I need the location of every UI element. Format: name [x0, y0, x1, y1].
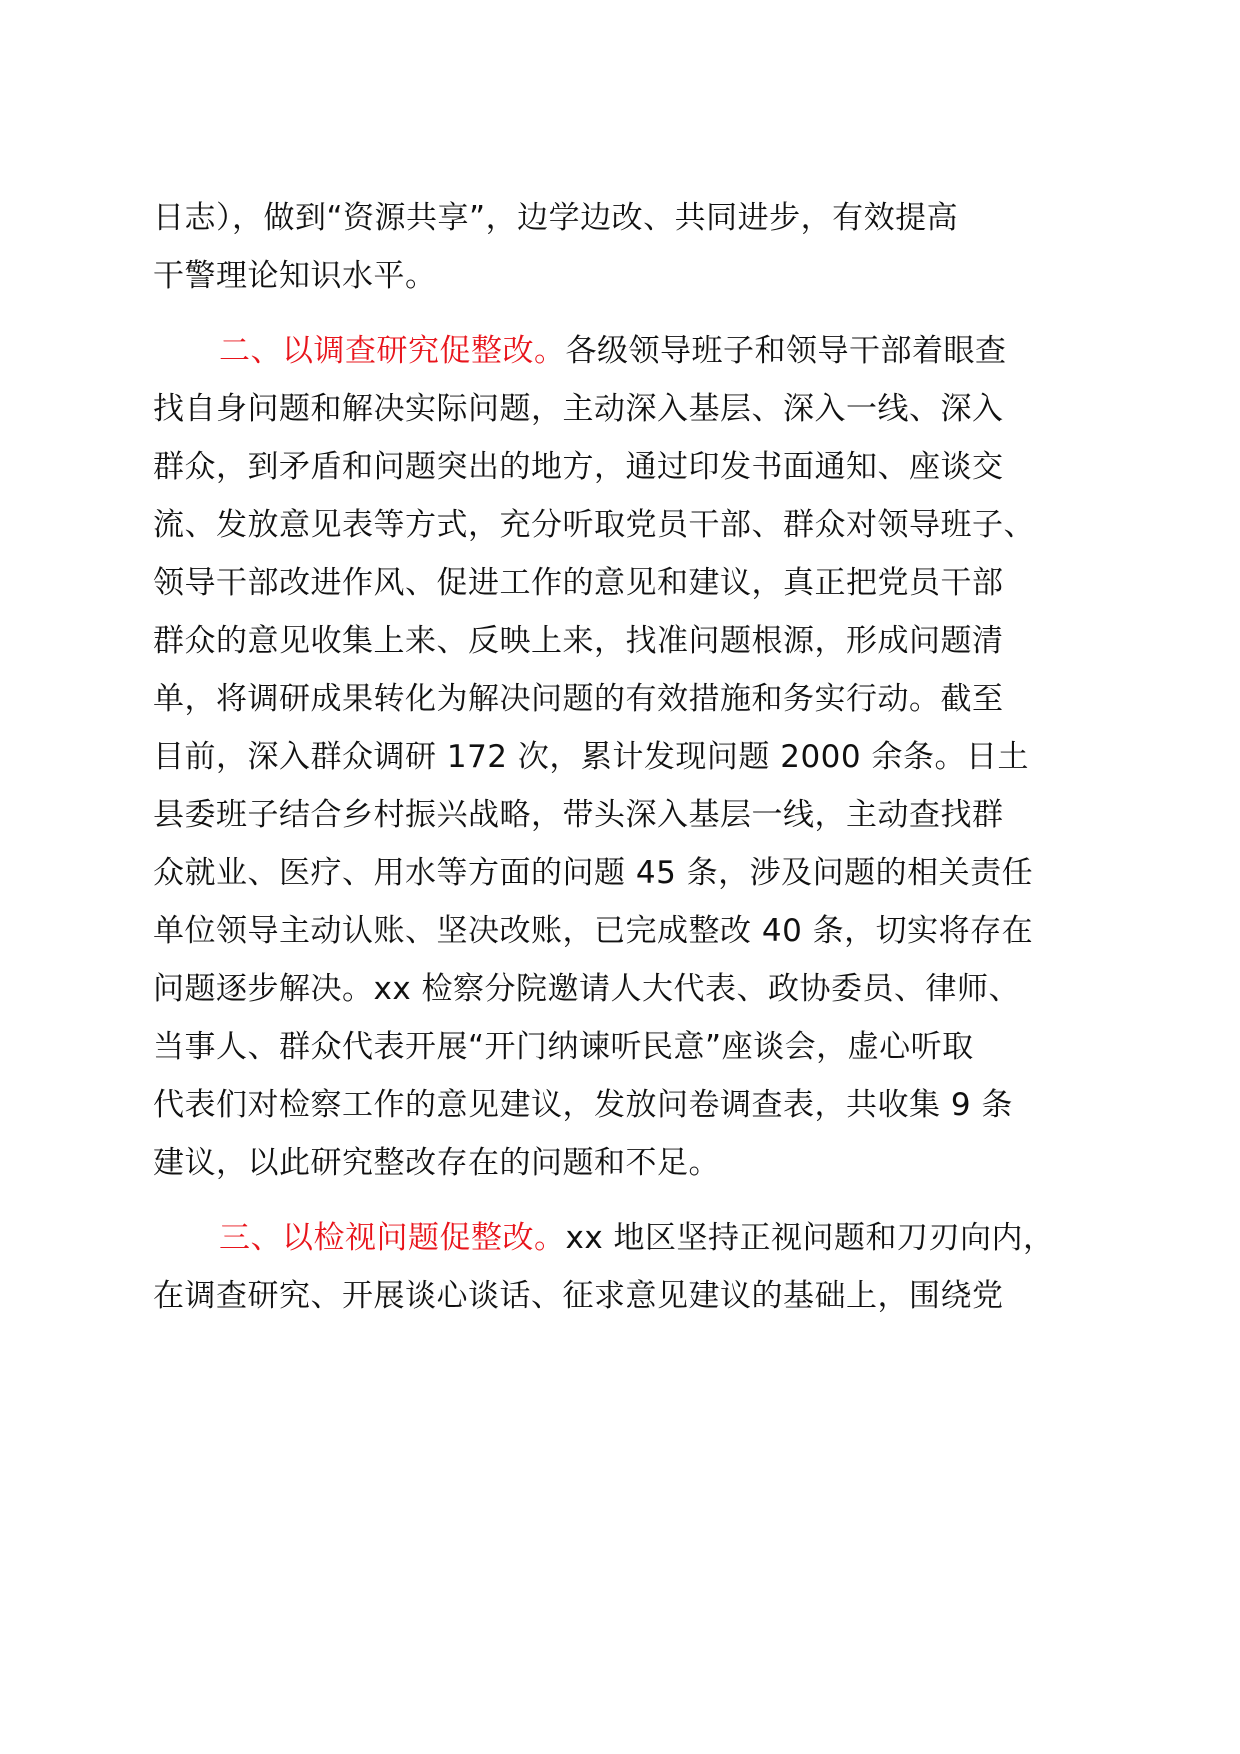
paragraph-2-line-14 — [153, 1085, 1013, 1125]
body-text: 干警理论知识水平。 — [153, 258, 437, 294]
body-text: 领导干部改进作风、促进工作的意见和建议，真正把党员干部 — [153, 565, 1004, 601]
paragraph-3-line-1 — [219, 1218, 1055, 1258]
body-text: 当事人、群众代表开展“开门纳谏听民意”座谈会，虚心听取 — [153, 1029, 974, 1065]
section-heading-3: 三、以检视问题促整改。 — [219, 1220, 566, 1256]
paragraph-2-line-6 — [153, 621, 1004, 661]
body-text: 找自身问题和解决实际问题，主动深入基层、深入一线、深入 — [153, 391, 1004, 427]
body-text: 县委班子结合乡村振兴战略，带头深入基层一线，主动查找群 — [153, 797, 1004, 833]
paragraph-2-line-11 — [153, 911, 1033, 951]
body-text: 单位领导主动认账、坚决改账，已完成整改 40 条，切实将存在 — [153, 913, 1034, 949]
paragraph-2-line-9 — [153, 795, 1004, 835]
body-text: 建议，以此研究整改存在的问题和不足。 — [153, 1145, 720, 1181]
paragraph-2-line-10 — [153, 853, 1033, 893]
paragraph-2-line-15 — [153, 1143, 720, 1183]
paragraph-2-line-5 — [153, 563, 1004, 603]
body-text: 众就业、医疗、用水等方面的问题 45 条，涉及问题的相关责任 — [153, 855, 1034, 891]
paragraph-1-line-1 — [153, 198, 958, 238]
paragraph-2-line-12 — [153, 969, 1020, 1009]
body-text: 各级领导班子和领导干部着眼查 — [565, 333, 1007, 369]
body-text: 单，将调研成果转化为解决问题的有效措施和务实行动。截至 — [153, 681, 1004, 717]
paragraph-2-line-7 — [153, 679, 1004, 719]
paragraph-3-line-2 — [153, 1276, 1004, 1316]
paragraph-1-line-2 — [153, 256, 437, 296]
body-text: 群众的意见收集上来、反映上来，找准问题根源，形成问题清 — [153, 623, 1004, 659]
section-heading-2: 二、以调查研究促整改。 — [219, 333, 566, 369]
body-text: 在调查研究、开展谈心谈话、征求意见建议的基础上，围绕党 — [153, 1278, 1004, 1314]
paragraph-2-line-3 — [153, 447, 1004, 487]
body-text: 日志），做到“资源共享”，边学边改、共同进步，有效提高 — [153, 200, 959, 236]
body-text: xx 地区坚持正视问题和刀刃向内， — [565, 1220, 1055, 1256]
paragraph-2-line-4 — [153, 505, 1035, 545]
body-text: 流、发放意见表等方式，充分听取党员干部、群众对领导班子、 — [153, 507, 1035, 543]
body-text: 目前，深入群众调研 172 次，累计发现问题 2000 余条。日土 — [153, 739, 1029, 775]
paragraph-2-line-13 — [153, 1027, 974, 1067]
body-text: 问题逐步解决。xx 检察分院邀请人大代表、政协委员、律师、 — [153, 971, 1021, 1007]
paragraph-2-line-1 — [219, 331, 1007, 371]
body-text: 代表们对检察工作的意见建议，发放问卷调查表，共收集 9 条 — [153, 1087, 1013, 1123]
paragraph-2-line-2 — [153, 389, 1004, 429]
paragraph-2-line-8 — [153, 737, 1029, 777]
body-text: 群众，到矛盾和问题突出的地方，通过印发书面通知、座谈交 — [153, 449, 1004, 485]
